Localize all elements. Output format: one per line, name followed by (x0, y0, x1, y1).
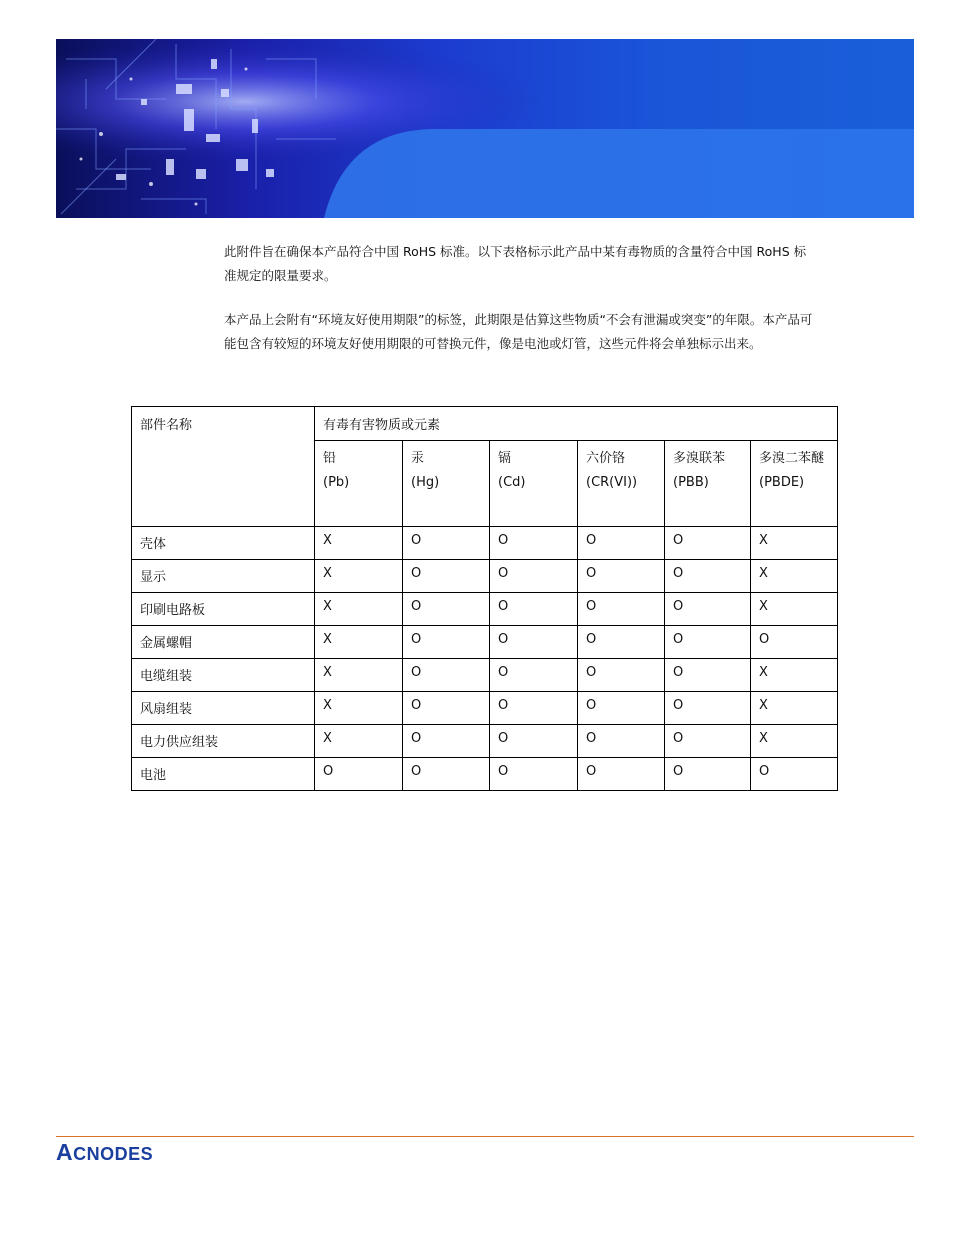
substance-value-cell: X (315, 626, 403, 659)
part-name-cell: 壳体 (132, 527, 315, 560)
substance-value-cell: X (315, 692, 403, 725)
substance-value-cell: X (315, 593, 403, 626)
substance-value-cell: O (578, 692, 665, 725)
table-row (132, 560, 838, 593)
substance-value-cell: O (665, 626, 751, 659)
footer-divider (56, 1136, 914, 1137)
table-row (132, 659, 838, 692)
intro-paragraph-1: 此附件旨在确保本产品符合中国 RoHS 标准。以下表格标示此产品中某有毒物质的含量符合中国 RoHS 标准规定的限量要求。 (224, 244, 807, 283)
substance-name: 汞 (411, 451, 425, 466)
substance-name: 多溴二苯醚 (759, 451, 825, 466)
rohs-substance-table (131, 406, 838, 791)
substance-symbol: (Cd) (498, 475, 526, 490)
substance-name: 镉 (498, 451, 512, 466)
part-name-cell: 电力供应组装 (132, 725, 315, 758)
substance-value-cell: O (490, 725, 578, 758)
part-name-cell: 电缆组装 (132, 659, 315, 692)
part-name-header: 部件名称 (132, 407, 315, 527)
substance-name: 多溴联苯 (673, 451, 726, 466)
substance-value-cell: O (490, 692, 578, 725)
substance-value-cell: O (665, 593, 751, 626)
substance-value-cell: X (751, 692, 838, 725)
substance-value-cell: O (490, 560, 578, 593)
substance-value-cell: O (490, 626, 578, 659)
substance-value-cell: O (578, 527, 665, 560)
table-row (132, 692, 838, 725)
substance-value-cell: O (665, 659, 751, 692)
substance-name: 铅 (323, 451, 337, 466)
substance-header-crvi (578, 441, 665, 527)
table-row (132, 626, 838, 659)
substance-value-cell: O (403, 527, 490, 560)
substance-symbol: (PBB) (673, 475, 709, 490)
substance-header-cd (490, 441, 578, 527)
substance-value-cell: O (578, 560, 665, 593)
substance-value-cell: X (751, 593, 838, 626)
acnodes-logo (56, 1140, 216, 1170)
substance-value-cell: O (490, 527, 578, 560)
substance-header-pb (315, 441, 403, 527)
part-name-cell: 风扇组装 (132, 692, 315, 725)
substance-header-pbde (751, 441, 838, 527)
substance-name: 六价铬 (586, 451, 626, 466)
substance-value-cell: O (403, 560, 490, 593)
substance-value-cell: X (315, 725, 403, 758)
substance-value-cell: O (578, 593, 665, 626)
substance-value-cell: O (751, 626, 838, 659)
table-row (132, 758, 838, 791)
part-name-cell: 电池 (132, 758, 315, 791)
part-name-cell: 金属螺帽 (132, 626, 315, 659)
circuit-board-banner-icon (56, 39, 914, 218)
substance-value-cell: O (403, 626, 490, 659)
acnodes-logo-icon (56, 1140, 216, 1166)
substance-value-cell: X (751, 560, 838, 593)
substance-symbol: (CR(VI)) (586, 475, 638, 490)
substance-header-pbb (665, 441, 751, 527)
substance-value-cell: O (578, 725, 665, 758)
substance-value-cell: O (578, 659, 665, 692)
substance-value-cell: O (751, 758, 838, 791)
logo-text: ACNODES (56, 1140, 154, 1165)
table-row (132, 527, 838, 560)
substance-symbol: (Pb) (323, 475, 350, 490)
substance-value-cell: O (665, 527, 751, 560)
substance-value-cell: O (578, 626, 665, 659)
table-row (132, 725, 838, 758)
table-row (132, 593, 838, 626)
substance-value-cell: O (665, 758, 751, 791)
substance-value-cell: O (315, 758, 403, 791)
substance-header-hg (403, 441, 490, 527)
substance-value-cell: X (751, 659, 838, 692)
substance-value-cell: X (751, 527, 838, 560)
substance-value-cell: O (403, 725, 490, 758)
substance-value-cell: O (665, 560, 751, 593)
substance-value-cell: O (665, 692, 751, 725)
substance-value-cell: X (315, 527, 403, 560)
table-header-row (132, 407, 838, 441)
substance-value-cell: X (751, 725, 838, 758)
substance-value-cell: O (403, 659, 490, 692)
substance-value-cell: O (403, 758, 490, 791)
substance-symbol: (Hg) (411, 475, 440, 490)
intro-paragraph-2: 本产品上会附有“环境友好使用期限”的标签，此期限是估算这些物质“不会有泄漏或突变”的年限。本产品可能包含有较短的环境友好使用期限的可替换元件，像是电池或灯管，这些元件将会单独标示出来。 (224, 312, 813, 351)
substance-value-cell: O (578, 758, 665, 791)
substance-value-cell: O (490, 758, 578, 791)
substance-value-cell: O (490, 593, 578, 626)
substance-value-cell: X (315, 560, 403, 593)
substance-value-cell: O (665, 725, 751, 758)
table-body (132, 527, 838, 791)
substance-value-cell: O (403, 593, 490, 626)
substance-group-header: 有毒有害物质或元素 (315, 407, 838, 441)
substance-value-cell: O (490, 659, 578, 692)
part-name-cell: 显示 (132, 560, 315, 593)
substance-value-cell: O (403, 692, 490, 725)
substance-value-cell: X (315, 659, 403, 692)
header-banner (56, 39, 914, 218)
substance-symbol: (PBDE) (759, 475, 805, 490)
part-name-cell: 印刷电路板 (132, 593, 315, 626)
